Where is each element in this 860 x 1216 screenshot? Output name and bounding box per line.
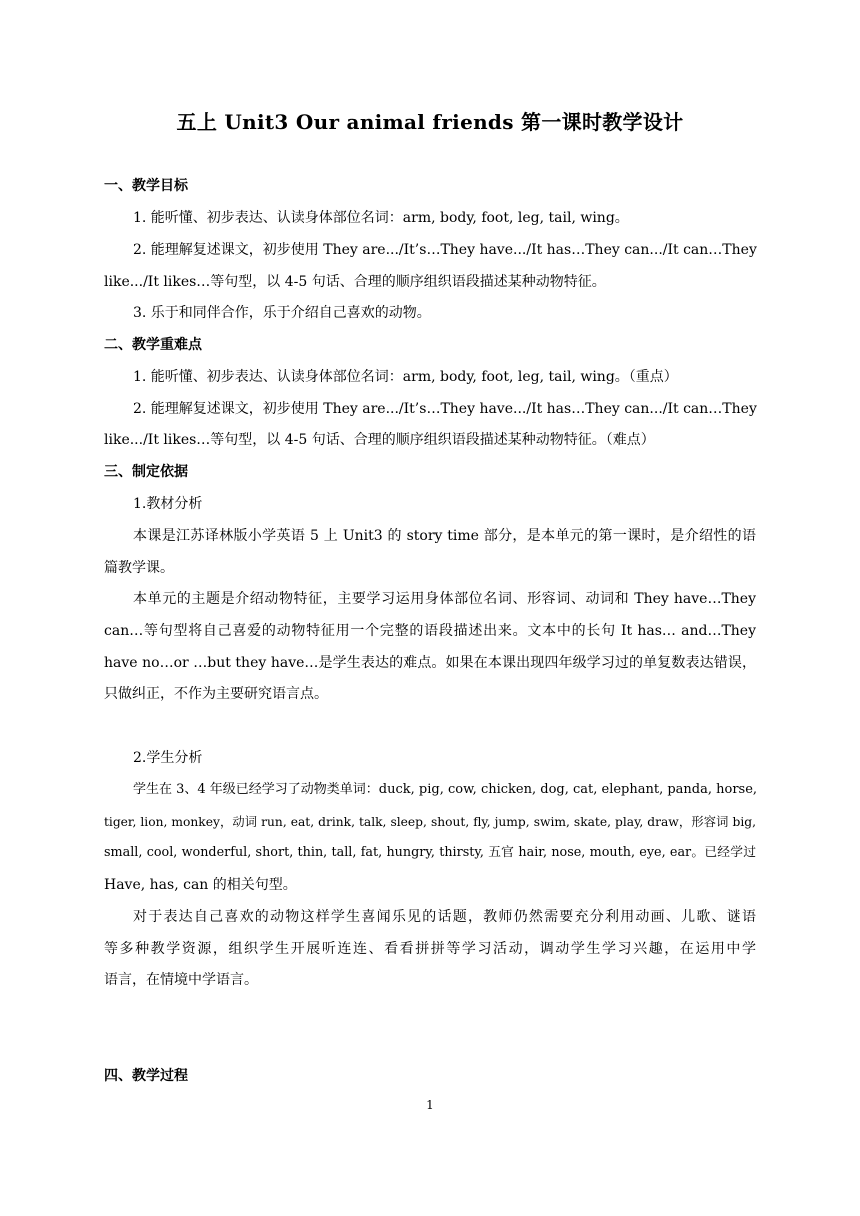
section-heading-teaching-process: 四、教学过程 <box>104 1068 188 1084</box>
paragraph-4-line-2: 等多种教学资源，组织学生开展听连连、看看拼拼等学习活动，调动学生学习兴趣，在运用中学 <box>104 941 756 957</box>
document-title: 五上 Unit3 Our animal friends 第一课时教学设计 <box>176 110 684 134</box>
paragraph-1-line-1: 本课是江苏译林版小学英语 5 上 Unit3 的 story time 部分，是本单元的第一课时，是介绍性的语 <box>133 528 756 544</box>
section-heading-basis: 三、制定依据 <box>104 464 188 480</box>
paragraph-4-line-1: 对于表达自己喜欢的动物这样学生喜闻乐见的话题，教师仍然需要充分利用动画、儿歌、谜语 <box>133 909 756 925</box>
key-point-item-2-line-2: like.../It likes…等句型，以 4-5 句话、合理的顺序组织语段描述某种动物特征。（难点） <box>104 432 655 448</box>
paragraph-4-line-3: 语言，在情境中学语言。 <box>104 972 258 988</box>
paragraph-3-line-3: small, cool, wonderful, short, thin, tall, fat, hungry, thirsty, 五官 hair, nose, mouth, eye, ear。已经学过 <box>104 845 756 860</box>
key-point-item-2-line-1: 2. 能理解复述课文，初步使用 They are.../It’s…They have.../It has…They can.../It can…They <box>133 401 757 417</box>
paragraph-2-line-2: can…等句型将自己喜爱的动物特征用一个完整的语段描述出来。文本中的长句 It has… and…They <box>104 623 756 639</box>
paragraph-3-line-1: 学生在 3、4 年级已经学习了动物类单词：duck, pig, cow, chicken, dog, cat, elephant, panda, horse, <box>133 782 758 797</box>
key-point-item-1: 1. 能听懂、初步表达、认读身体部位名词：arm, body, foot, leg, tail, wing。（重点） <box>133 369 678 385</box>
objective-item-1: 1. 能听懂、初步表达、认读身体部位名词：arm, body, foot, leg, tail, wing。 <box>133 210 629 226</box>
objective-item-3: 3. 乐于和同伴合作，乐于介绍自己喜欢的动物。 <box>133 305 431 321</box>
paragraph-2-line-3: have no…or …but they have…是学生表达的难点。如果在本课出现四年级学习过的单复数表达错误， <box>104 655 756 671</box>
paragraph-2-line-4: 只做纠正，不作为主要研究语言点。 <box>104 686 328 702</box>
objective-item-2-line-1: 2. 能理解复述课文，初步使用 They are.../It’s…They have.../It has…They can.../It can…They <box>133 242 757 258</box>
subheading-student-analysis: 2.学生分析 <box>133 750 203 766</box>
section-heading-key-points: 二、教学重难点 <box>104 337 202 353</box>
paragraph-3-line-2: tiger, lion, monkey，动词 run, eat, drink, talk, sleep, shout, fly, jump, swim, skate, play, draw，形容词 big, <box>104 815 756 829</box>
page-number: 1 <box>426 1098 434 1112</box>
subheading-textbook-analysis: 1.教材分析 <box>133 496 203 512</box>
section-heading-objectives: 一、教学目标 <box>104 178 188 194</box>
paragraph-1-line-2: 篇教学课。 <box>104 560 174 576</box>
objective-item-2-line-2: like.../It likes…等句型，以 4-5 句话、合理的顺序组织语段描述某种动物特征。 <box>104 274 606 290</box>
paragraph-3-line-4: Have, has, can 的相关句型。 <box>104 877 297 893</box>
paragraph-2-line-1: 本单元的主题是介绍动物特征，主要学习运用身体部位名词、形容词、动词和 They have…They <box>133 591 756 607</box>
